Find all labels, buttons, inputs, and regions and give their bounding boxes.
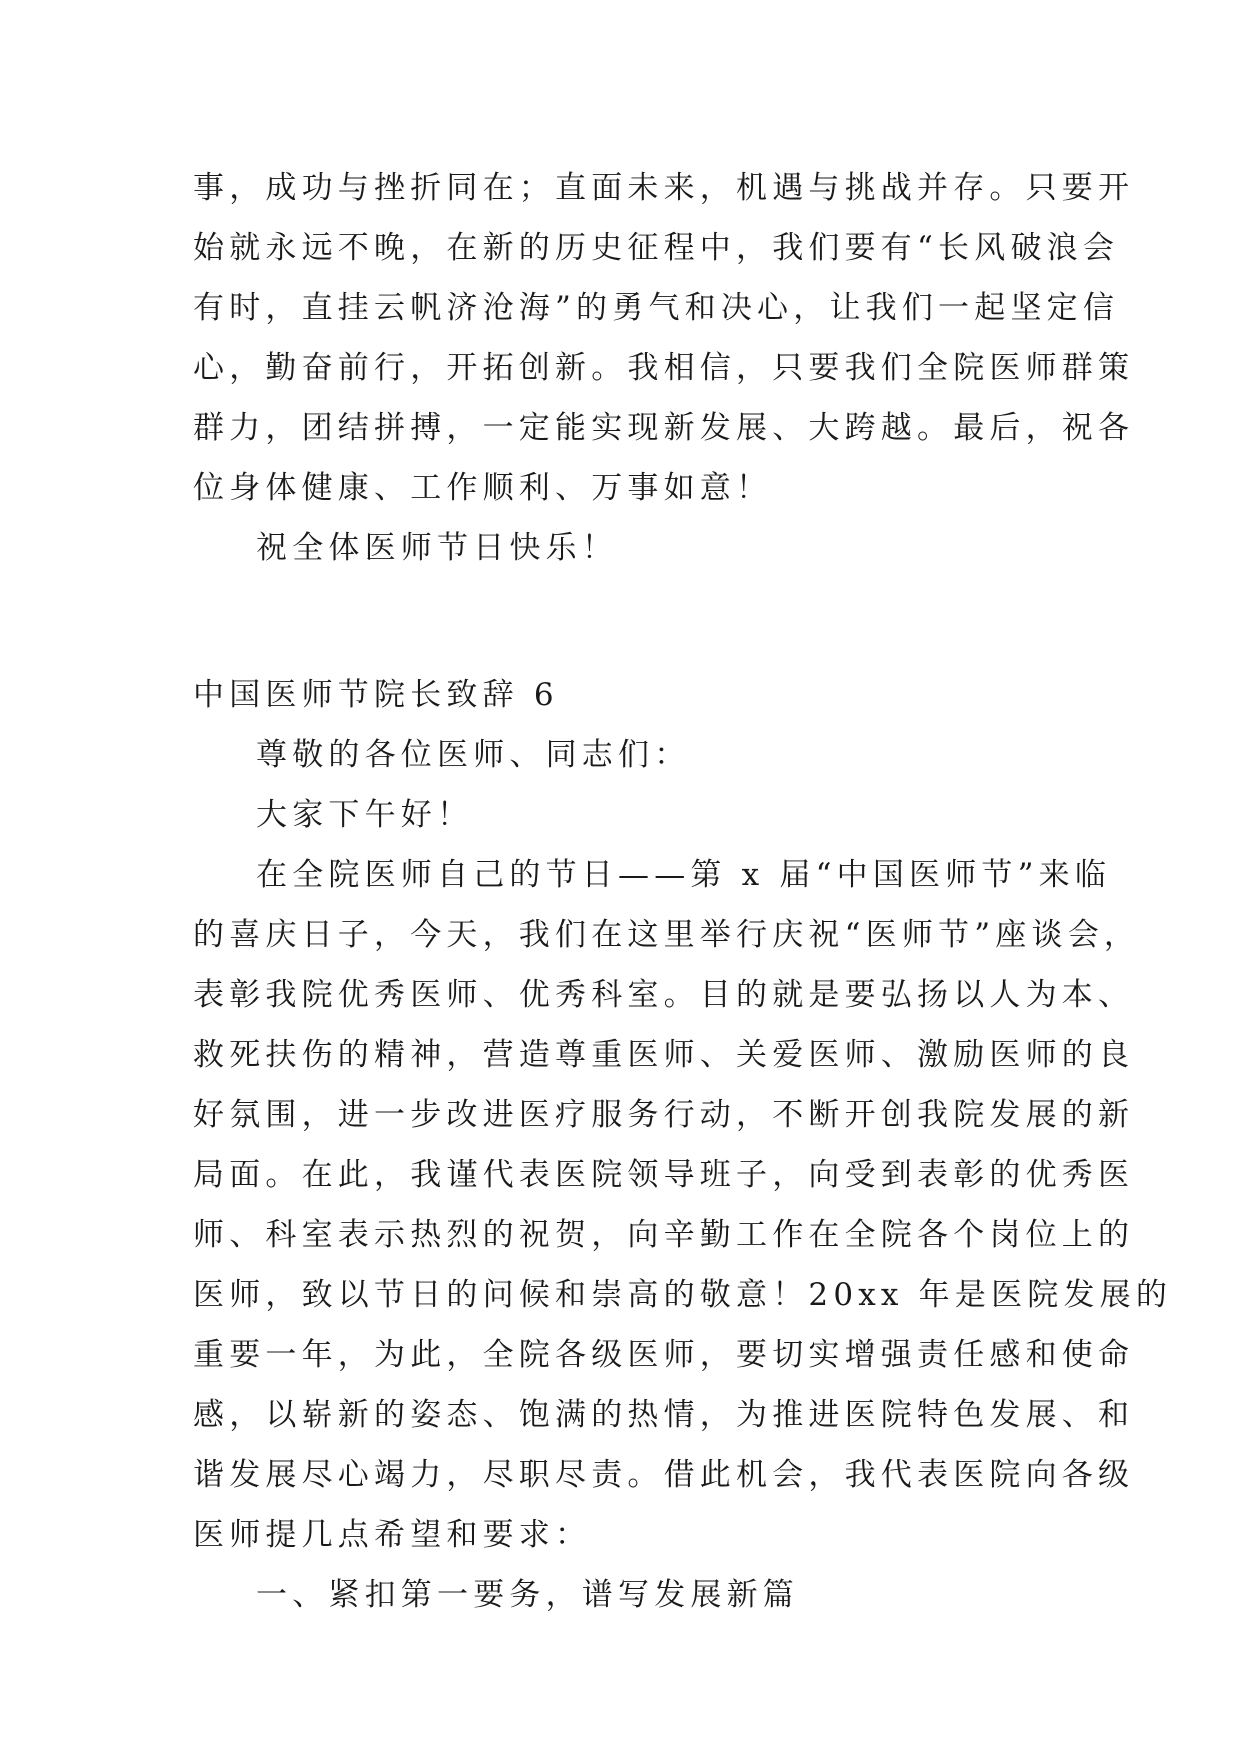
paragraph-line: 始就永远不晚，在新的历史征程中，我们要有“长风破浪会 — [193, 230, 1120, 266]
salutation: 尊敬的各位医师、同志们： — [256, 737, 691, 773]
paragraph-line: 的喜庆日子，今天，我们在这里举行庆祝“医师节”座谈会， — [193, 917, 1141, 953]
paragraph-line: 好氛围，进一步改进医疗服务行动，不断开创我院发展的新 — [193, 1097, 1135, 1133]
paragraph-line: 师、科室表示热烈的祝贺，向辛勤工作在全院各个岗位上的 — [193, 1217, 1135, 1253]
paragraph-line: 事，成功与挫折同在；直面未来，机遇与挑战并存。只要开 — [193, 170, 1135, 206]
point-heading: 一、紧扣第一要务，谱写发展新篇 — [256, 1577, 799, 1613]
paragraph-line: 医师，致以节日的问候和崇高的敬意！20xx 年是医院发展的 — [193, 1277, 1173, 1313]
greeting: 大家下午好！ — [256, 797, 474, 833]
section-title: 中国医师节院长致辞 6 — [193, 677, 559, 713]
paragraph-line: 有时，直挂云帆济沧海”的勇气和决心，让我们一起坚定信 — [193, 290, 1120, 326]
paragraph-line: 表彰我院优秀医师、优秀科室。目的就是要弘扬以人为本、 — [193, 977, 1135, 1013]
document-page — [193, 158, 1173, 1625]
paragraph-line: 重要一年，为此，全院各级医师，要切实增强责任感和使命 — [193, 1337, 1135, 1373]
closing-line: 祝全体医师节日快乐！ — [256, 530, 618, 566]
paragraph-line: 救死扶伤的精神，营造尊重医师、关爱医师、激励医师的良 — [193, 1037, 1135, 1073]
paragraph-line: 群力，团结拼搏，一定能实现新发展、大跨越。最后，祝各 — [193, 410, 1135, 446]
paragraph-line: 在全院医师自己的节日——第 x 届“中国医师节”来临 — [256, 857, 1112, 893]
paragraph-line: 心，勤奋前行，开拓创新。我相信，只要我们全院医师群策 — [193, 350, 1135, 386]
paragraph-line: 位身体健康、工作顺利、万事如意！ — [193, 470, 773, 506]
paragraph-line: 医师提几点希望和要求： — [193, 1517, 592, 1553]
paragraph-line: 局面。在此，我谨代表医院领导班子，向受到表彰的优秀医 — [193, 1157, 1135, 1193]
paragraph-line: 谐发展尽心竭力，尽职尽责。借此机会，我代表医院向各级 — [193, 1457, 1135, 1493]
section-gap — [193, 578, 1063, 665]
paragraph-line: 感，以崭新的姿态、饱满的热情，为推进医院特色发展、和 — [193, 1397, 1135, 1433]
